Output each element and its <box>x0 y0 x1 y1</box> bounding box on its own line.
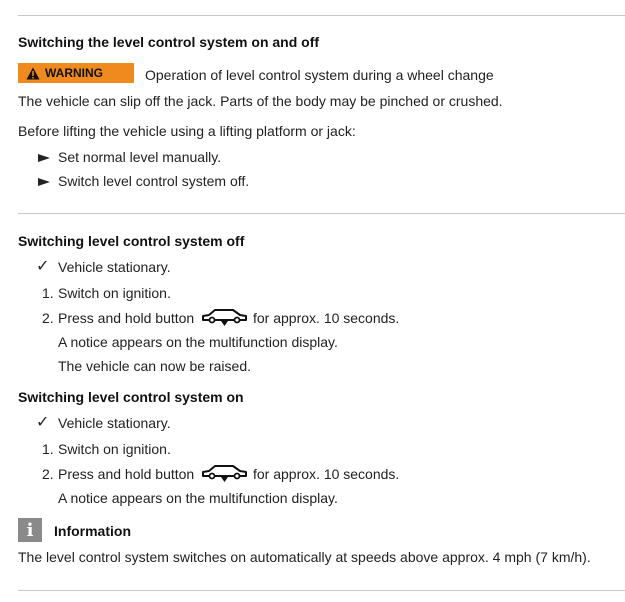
off-step-2-after: for approx. 10 seconds. <box>253 310 400 326</box>
warning-text: The vehicle can slip off the jack. Parts of the body may be pinched or crushed. <box>18 93 503 109</box>
step-number: 2. <box>42 310 54 326</box>
step-arrow-icon <box>38 153 50 163</box>
information-text: The level control system switches on automatically at speeds above approx. 4 mph (7 km/h). <box>18 549 591 565</box>
section-title-on: Switching level control system on <box>18 389 244 405</box>
on-step-2-after: for approx. 10 seconds. <box>253 466 400 482</box>
section-divider <box>18 213 625 214</box>
information-title: Information <box>54 523 131 539</box>
on-result-1: A notice appears on the multifunction display. <box>58 490 338 506</box>
lift-step-2: Switch level control system off. <box>58 173 250 189</box>
step-number: 1. <box>42 441 54 457</box>
top-divider <box>18 15 625 16</box>
bottom-divider <box>18 590 625 591</box>
step-number: 1. <box>42 285 54 301</box>
off-result-1: A notice appears on the multifunction display. <box>58 334 338 350</box>
off-result-2: The vehicle can now be raised. <box>58 358 251 374</box>
step-number: 2. <box>42 466 54 482</box>
warning-title: Operation of level control system during a wheel change <box>145 67 494 83</box>
precondition-on: Vehicle stationary. <box>58 415 171 431</box>
lifting-intro: Before lifting the vehicle using a lifting platform or jack: <box>18 123 356 139</box>
section-title-on-off: Switching the level control system on and off <box>18 34 320 50</box>
on-step-1: Switch on ignition. <box>58 441 171 457</box>
section-title-off: Switching level control system off <box>18 233 245 249</box>
off-step-1: Switch on ignition. <box>58 285 171 301</box>
step-arrow-icon <box>38 177 50 187</box>
checkmark-icon: ✓ <box>36 258 50 275</box>
info-icon: i <box>18 518 42 542</box>
level-control-button-icon <box>200 463 248 483</box>
level-control-button-icon <box>200 307 248 327</box>
warning-label: WARNING <box>45 66 103 80</box>
warning-badge <box>18 63 134 83</box>
off-step-2-before: Press and hold button <box>58 310 195 326</box>
precondition-off: Vehicle stationary. <box>58 259 171 275</box>
warning-triangle-icon <box>26 67 40 80</box>
on-step-2-before: Press and hold button <box>58 466 195 482</box>
checkmark-icon: ✓ <box>36 414 50 431</box>
lift-step-1: Set normal level manually. <box>58 149 222 165</box>
